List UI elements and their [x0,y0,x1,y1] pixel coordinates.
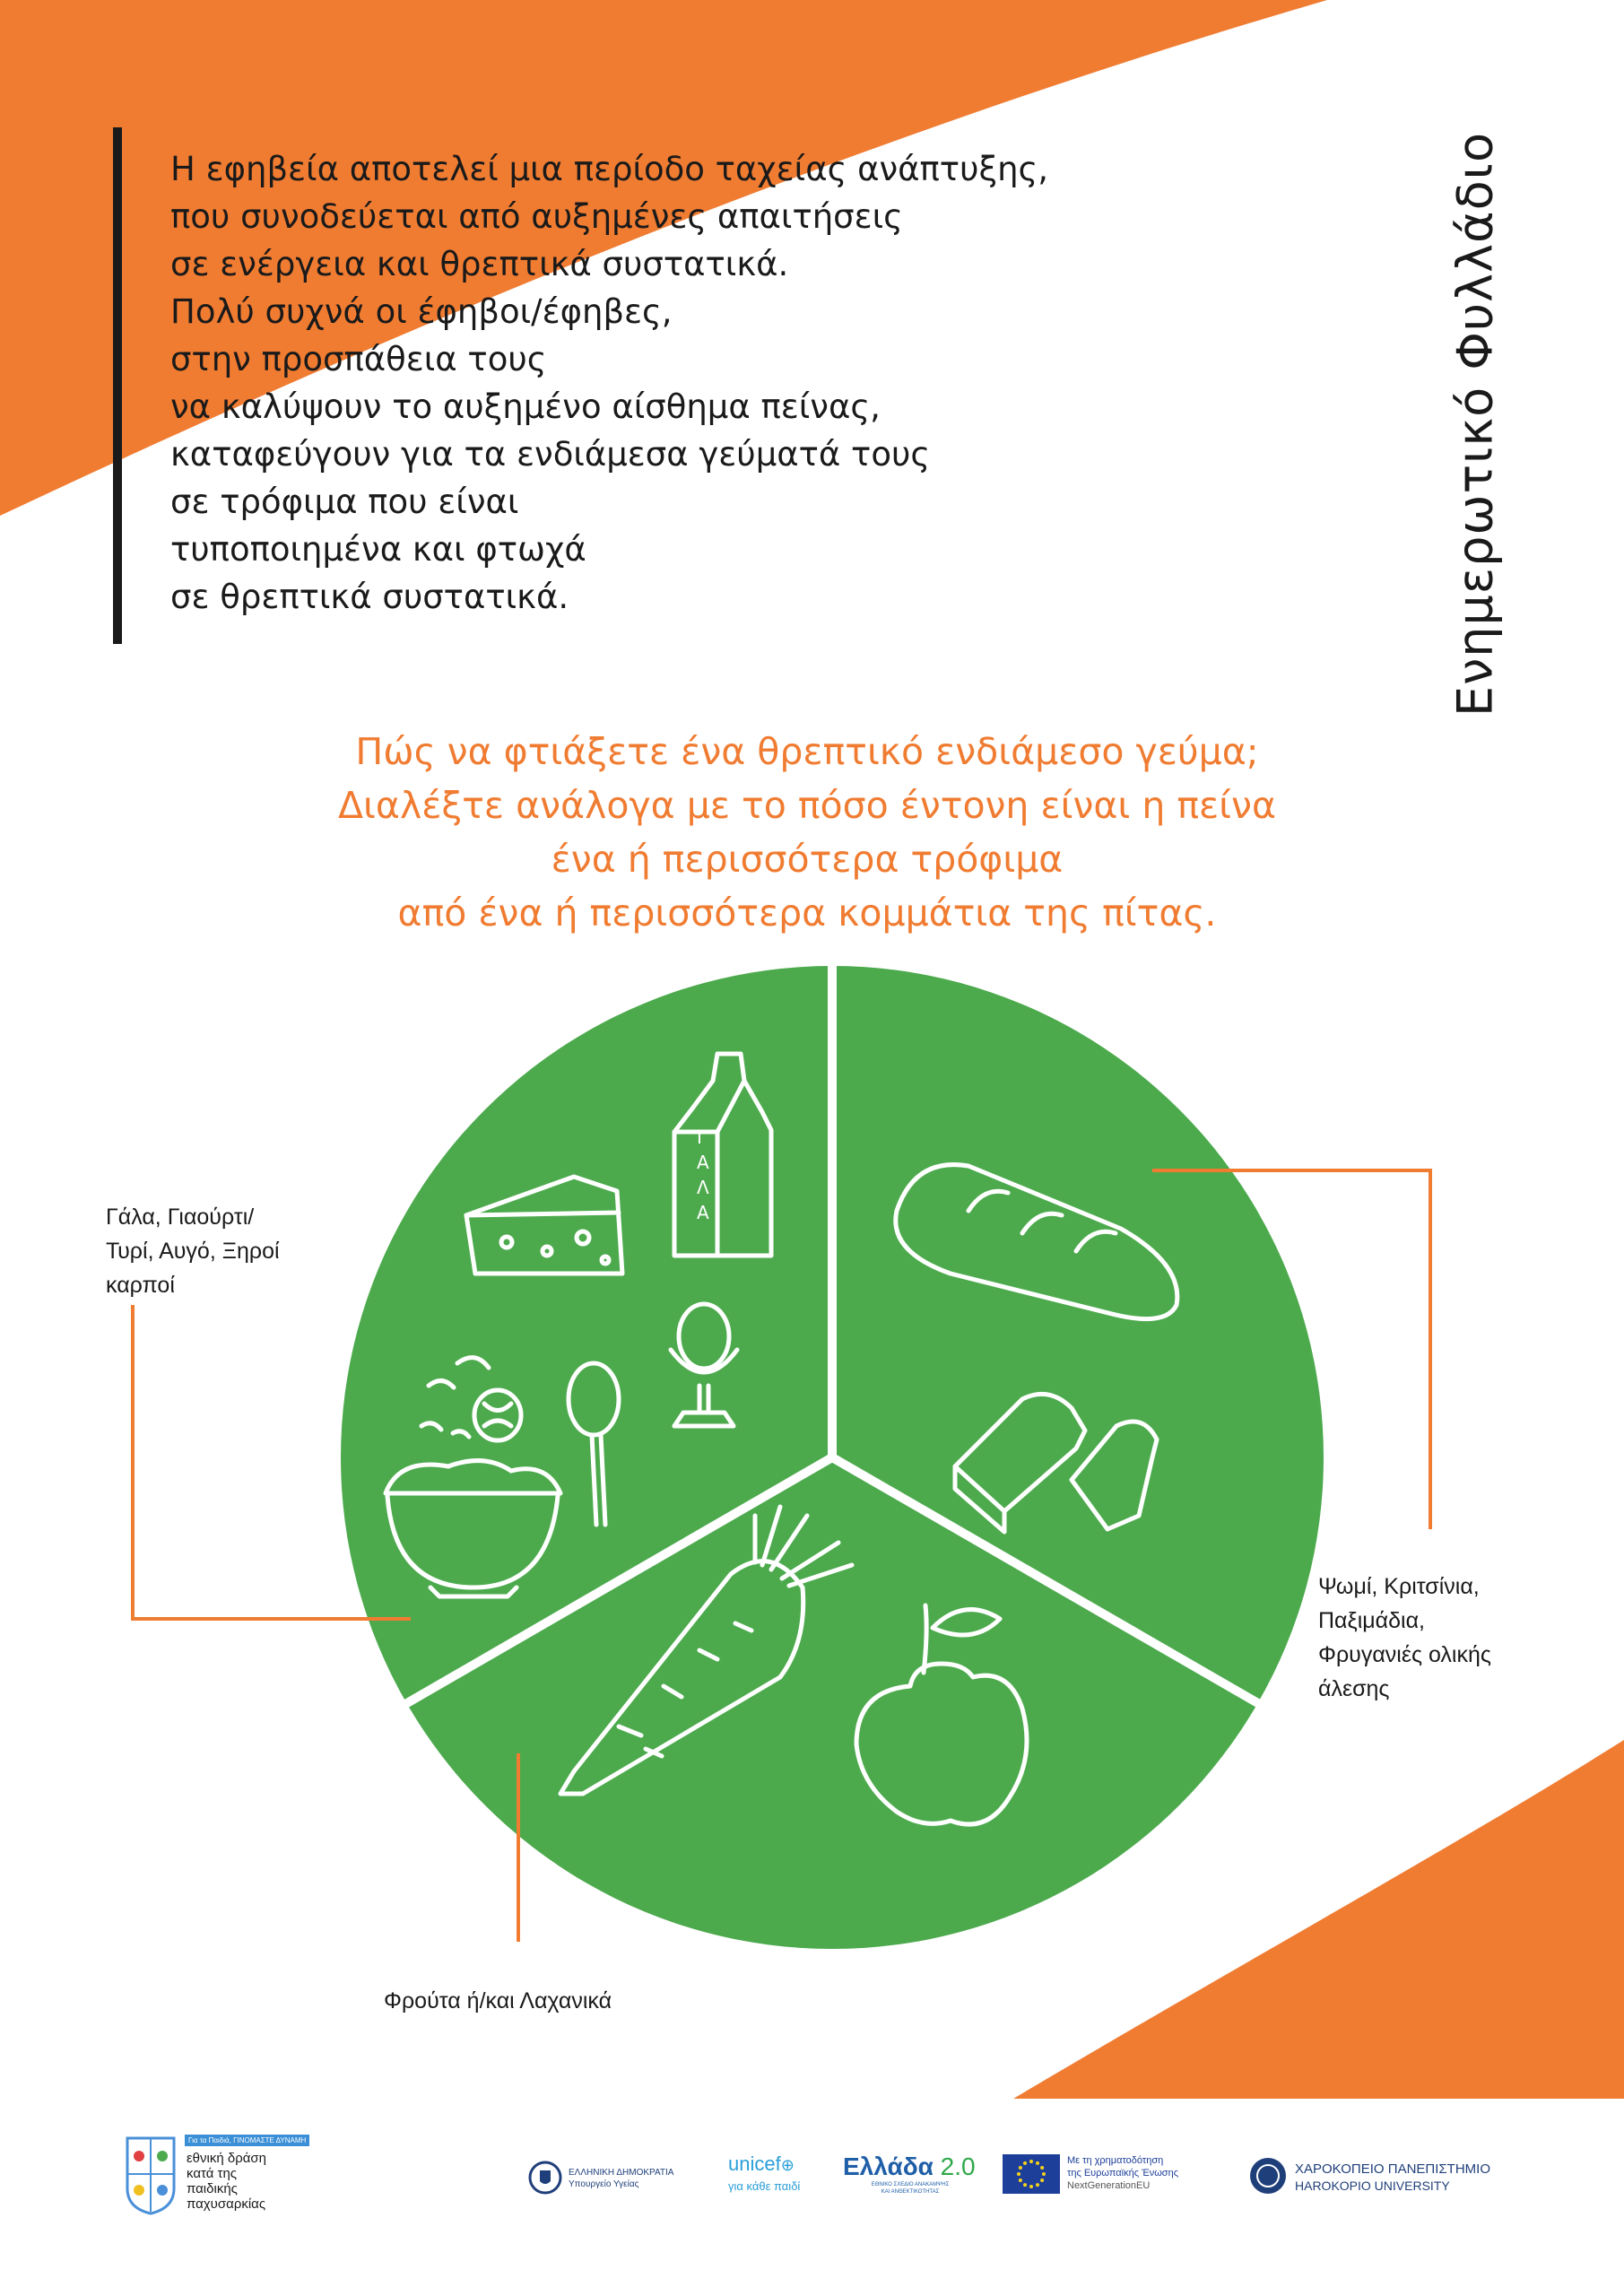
intro-line: τυποποιημένα και φτωχά [170,530,586,569]
headline-line: Πώς να φτιάξετε ένα θρεπτικό ενδιάμεσο γεύμα; [355,730,1259,773]
headline-line: από ένα ή περισσότερα κομμάτια της πίτας. [397,891,1217,935]
greece20-version: 2.0 [940,2152,976,2180]
intro-line: καταφεύγουν για τα ενδιάμεσα γεύματά τους [170,435,931,474]
eu-star [1017,2172,1020,2176]
national-action-line: εθνική δράση [187,2151,267,2166]
eu-star [1040,2179,1044,2182]
eu-star [1036,2183,1039,2187]
eu-sub: NextGenerationEU [1067,2180,1151,2191]
eu-star [1036,2161,1039,2165]
eu-star [1023,2183,1027,2187]
hellenic-republic-line: ΕΛΛΗΝΙΚΗ ΔΗΜΟΚΡΑΤΙΑ [569,2168,674,2178]
grains-label-line: Φρυγανιές ολικής [1318,1642,1491,1667]
unicef-tagline: για κάθε παιδί [728,2179,801,2193]
shield-icon [124,2135,178,2215]
intro-line: Η εφηβεία αποτελεί μια περίοδο ταχείας ανάπτυξης, [170,150,1049,188]
intro-line: σε ενέργεια και θρεπτικά συστατικά. [170,245,789,283]
intro-line: να καλύψουν το αυξημένο αίσθημα πείνας, [170,387,881,426]
globe-icon: ⊕ [780,2156,795,2174]
intro-line: σε θρεπτικά συστατικά. [170,578,569,616]
eu-star [1029,2160,1033,2163]
intro-line: στην προσπάθεια τους [170,340,547,378]
fruit-veg-label-line: Φρούτα ή/και Λαχανικά [384,1988,612,2013]
grains-label-line: Ψωμί, Κριτσίνια, [1318,1574,1480,1599]
intro-line: που συνοδεύεται από αυξημένες απαιτήσεις [170,197,903,236]
headline-line: Διαλέξτε ανάλογα με το πόσο έντονη είναι η πείνα [338,784,1276,827]
eu-star [1042,2172,1046,2176]
greece20-sub: ΕΘΝΙΚΟ ΣΧΕΔΙΟ ΑΝΑΚΑΜΨΗΣ [871,2182,950,2187]
national-action-line: παχυσαρκίας [187,2196,266,2212]
national-action-logo [124,2135,312,2224]
eu-star [1019,2166,1022,2170]
harokopio-line: HAROKOPIO UNIVERSITY [1295,2179,1450,2193]
dairy-label [106,1200,280,1302]
fruit-veg-label [384,1984,612,2018]
state-emblem-icon [527,2160,563,2196]
grains-label-line: Παξιμάδια, [1318,1608,1425,1633]
unicef-logo [728,2152,836,2206]
eu-star [1040,2166,1044,2170]
national-action-line: κατά της [187,2166,238,2181]
pie-slices [341,962,1324,1949]
greece20-logo [843,2152,995,2206]
partner-logos [0,2117,1624,2251]
leaflet-title-text: Ενημερωτικό Φυλλάδιο [1446,132,1504,717]
harokopio-line: ΧΑΡΟΚΟΠΕΙΟ ΠΑΝΕΠΙΣΤΗΜΙΟ [1295,2161,1491,2177]
dairy-label-line: καρποί [106,1273,175,1298]
headline-line: ένα ή περισσότερα τρόφιμα [551,838,1064,881]
intro-line: σε τρόφιμα που είναι [170,483,519,521]
eu-star [1029,2185,1033,2188]
eu-line: της Ευρωπαϊκής Ένωσης [1067,2168,1178,2179]
hellenic-republic-logo [527,2160,751,2205]
dairy-label-line: Τυρί, Αυγό, Ξηροί [106,1239,280,1264]
milk-carton-text: Γ Α Λ Α [697,1126,709,1223]
unicef-name: unicef [728,2152,781,2175]
eu-star [1019,2179,1022,2182]
eu-star [1023,2161,1027,2165]
national-action-line: παιδικής [187,2181,238,2196]
greece20-sub: ΚΑΙ ΑΝΘΕΚΤΙΚΟΤΗΤΑΣ [881,2189,940,2195]
university-seal-icon [1248,2156,1288,2196]
dairy-label-line: Γάλα, Γιαούρτι/ [106,1205,255,1230]
eu-flag-icon [1003,2154,1060,2194]
grains-label [1318,1570,1491,1706]
eu-logo [1003,2154,1236,2205]
greece20-name: Ελλάδα [843,2152,934,2180]
national-action-tagline: Για τα Παιδιά, ΓΙΝΟΜΑΣΤΕ ΔΥΝΑΜΗ [185,2135,309,2146]
eu-line: Με τη χρηματοδότηση [1067,2155,1164,2166]
harokopio-logo [1248,2156,1535,2201]
grains-label-line: άλεσης [1318,1676,1390,1701]
hellenic-republic-line: Υπουργείο Υγείας [569,2179,639,2189]
intro-line: Πολύ συχνά οι έφηβοι/έφηβες, [170,292,673,331]
